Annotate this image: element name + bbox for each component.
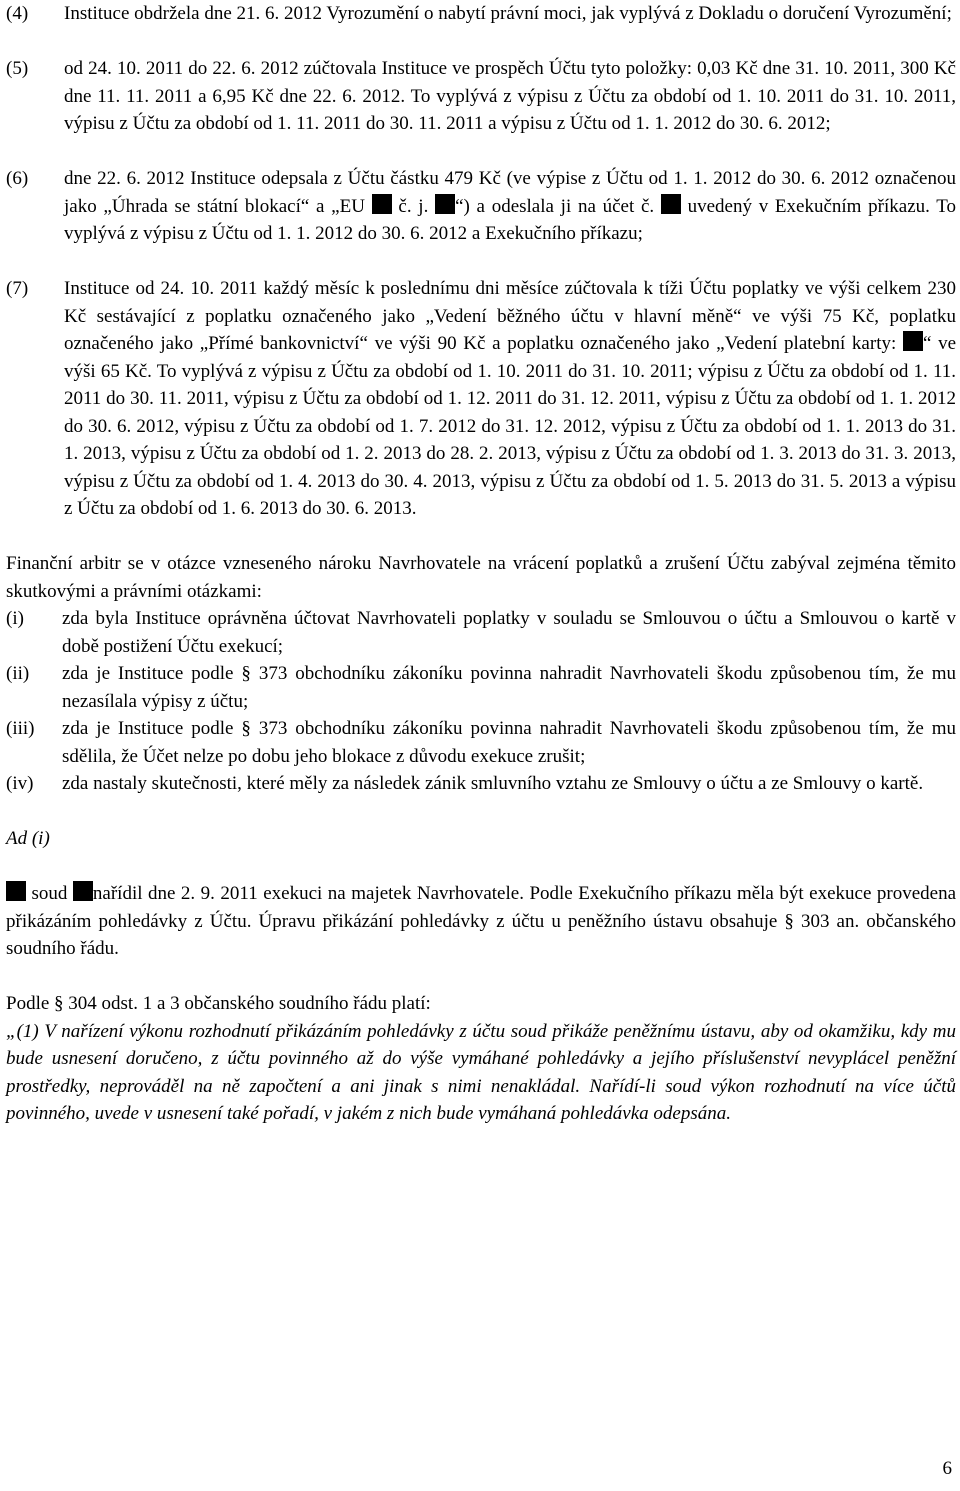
question-item [6,715,956,770]
page-number: 6 [942,1458,952,1479]
question-item [6,770,956,798]
question-number: (ii) [6,663,30,684]
list-item-5 [6,55,956,138]
question-number: (i) [6,608,24,629]
list-item-7 [6,275,956,523]
court-text-1: soud [31,883,68,904]
item-number: (5) [6,58,29,79]
list-item-6 [6,165,956,248]
question-item [6,660,956,715]
document-page [6,0,956,1128]
item6-text-3: “) a odeslala ji na účet č. [455,195,655,217]
question-number: (iii) [6,718,35,739]
item-text: od 24. 10. 2011 do 22. 6. 2012 zúčtovala Instituce ve prospěch Účtu tyto položky: 0,03 Kč dne 31. 10. 2011, 300 Kč dne 11. 11. 2011 a 6,95 Kč dne 22. 6. 2012. To vyplývá z výpisu z Účtu za období od 1. 10. 2011 do 31. 10. 2011, výpisu z Účtu za období od 1. 11. 2011 do 30. 11. 2011 a výpisu z Účtu od 1. 1. 2012 do 30. 6. 2012; [64,58,956,134]
item-number: (7) [6,278,29,299]
redaction-block [6,881,26,901]
item-number: (6) [6,168,29,189]
item-text [64,275,956,523]
question-text: zda je Instituce podle § 373 obchodníku zákoníku povinna nahradit Navrhovateli škodu způsobenou tím, že mu sdělila, že Účet nelze po dobu jeho blokace z důvodu exekuce zrušit; [62,718,956,767]
law-quote: „(1) V nařízení výkonu rozhodnutí přikázáním pohledávky z účtu soud přikáže peněžnímu ústavu, aby od okamžiku, kdy mu bude usnesení doručeno, z účtu povinného až do výše vymáhané pohledávky a jejího příslušenství nevyplácel peněžní prostředky, neprováděl na ně započtení a ani jinak s nimi nenakládal. Nařídí-li soud výkon rozhodnutí na více účtů povinného, uvede v usnesení také pořadí, v jakém z nich bude vymáhaná pohledávka odepsána. [6,1020,956,1124]
list-item-4 [6,0,956,28]
item6-text-2: č. j. [398,195,429,217]
redaction-block [73,881,93,901]
question-number: (iv) [6,773,34,794]
item6-text-4: uvedený v Exekučním příkazu. To vyplývá z výpisu z Účtu od 1. 1. 2012 do 30. 6. 2012 a Exekučního příkazu; [64,195,957,244]
court-text-2: nařídil dne 2. 9. 2011 exekuci na majetek Navrhovatele. Podle Exekučního příkazu měla být exekuce provedena přikázáním pohledávky z Účtu. Úpravu přikázání pohledávky z účtu u peněžního ústavu obsahuje § 303 an. občanského soudního řádu. [6,883,957,959]
item-text [64,165,956,248]
item7-text-1: Instituce od 24. 10. 2011 každý měsíc k poslednímu dni měsíce zúčtovala k tíži Účtu poplatky ve výši celkem 230 Kč sestávající z poplatku označeného jako „Vedení běžného účtu v hlavní měně“ ve výši 75 Kč, poplatku označeného jako „Přímé bankovnictví“ ve výši 90 Kč a poplatku označeného jako „Vedení platební karty: [64,278,956,354]
redaction-block [661,194,681,214]
item-number: (4) [6,3,29,24]
question-text: zda byla Instituce oprávněna účtovat Navrhovateli poplatky v souladu se Smlouvou o účtu a Smlouvou o kartě v době postižení Účtu exekucí; [62,608,956,657]
law-intro: Podle § 304 odst. 1 a 3 občanského soudního řádu platí: [6,993,431,1014]
item-text: Instituce obdržela dne 21. 6. 2012 Vyrozumění o nabytí právní moci, jak vyplývá z Dokladu o doručení Vyrozumění; [64,3,952,24]
redaction-block [372,194,392,214]
question-text: zda je Instituce podle § 373 obchodníku zákoníku povinna nahradit Navrhovateli škodu způsobenou tím, že mu nezasílala výpisy z účtu; [62,663,956,712]
court-paragraph [6,880,956,963]
arbiter-intro: Finanční arbitr se v otázce vzneseného nároku Navrhovatele na vrácení poplatků a zrušení Účtu zabýval zejména těmito skutkovými a právními otázkami: [6,553,956,602]
redaction-block [903,331,923,351]
questions-list [6,605,956,798]
item7-text-2: “ ve výši 65 Kč. To vyplývá z výpisu z Účtu za období od 1. 10. 2011 do 31. 10. 2011; výpisu z Účtu za období od 1. 11. 2011 do 30. 11. 2011, výpisu z Účtu za období od 1. 12. 2011 do 31. 12. 2011, výpisu z Účtu za období od 1. 1. 2012 do 30. 6. 2012, výpisu z Účtu za období od 1. 7. 2012 do 31. 12. 2012, výpisu z Účtu za období od 1. 1. 2013 do 31. 1. 2013, výpisu z Účtu za období od 1. 2. 2013 do 28. 2. 2013, výpisu z Účtu za období od 1. 3. 2013 do 31. 3. 2013, výpisu z Účtu za období od 1. 4. 2013 do 30. 4. 2013, výpisu z Účtu za období od 1. 5. 2013 do 31. 5. 2013 a výpisu z Účtu za období od 1. 6. 2013 do 30. 6. 2013. [64,333,957,519]
redaction-block [435,194,455,214]
item6-text-1: dne 22. 6. 2012 Instituce odepsala z Účtu částku 479 Kč (ve výpise z Účtu od 1. 1. 2012 do 30. 6. 2012 označenou jako „Úhrada se státní blokací“ a „EU [64,168,956,217]
section-heading: Ad (i) [6,828,50,849]
question-text: zda nastaly skutečnosti, které měly za následek zánik smluvního vztahu ze Smlouvy o účtu a ze Smlouvy o kartě. [62,773,924,794]
question-item [6,605,956,660]
